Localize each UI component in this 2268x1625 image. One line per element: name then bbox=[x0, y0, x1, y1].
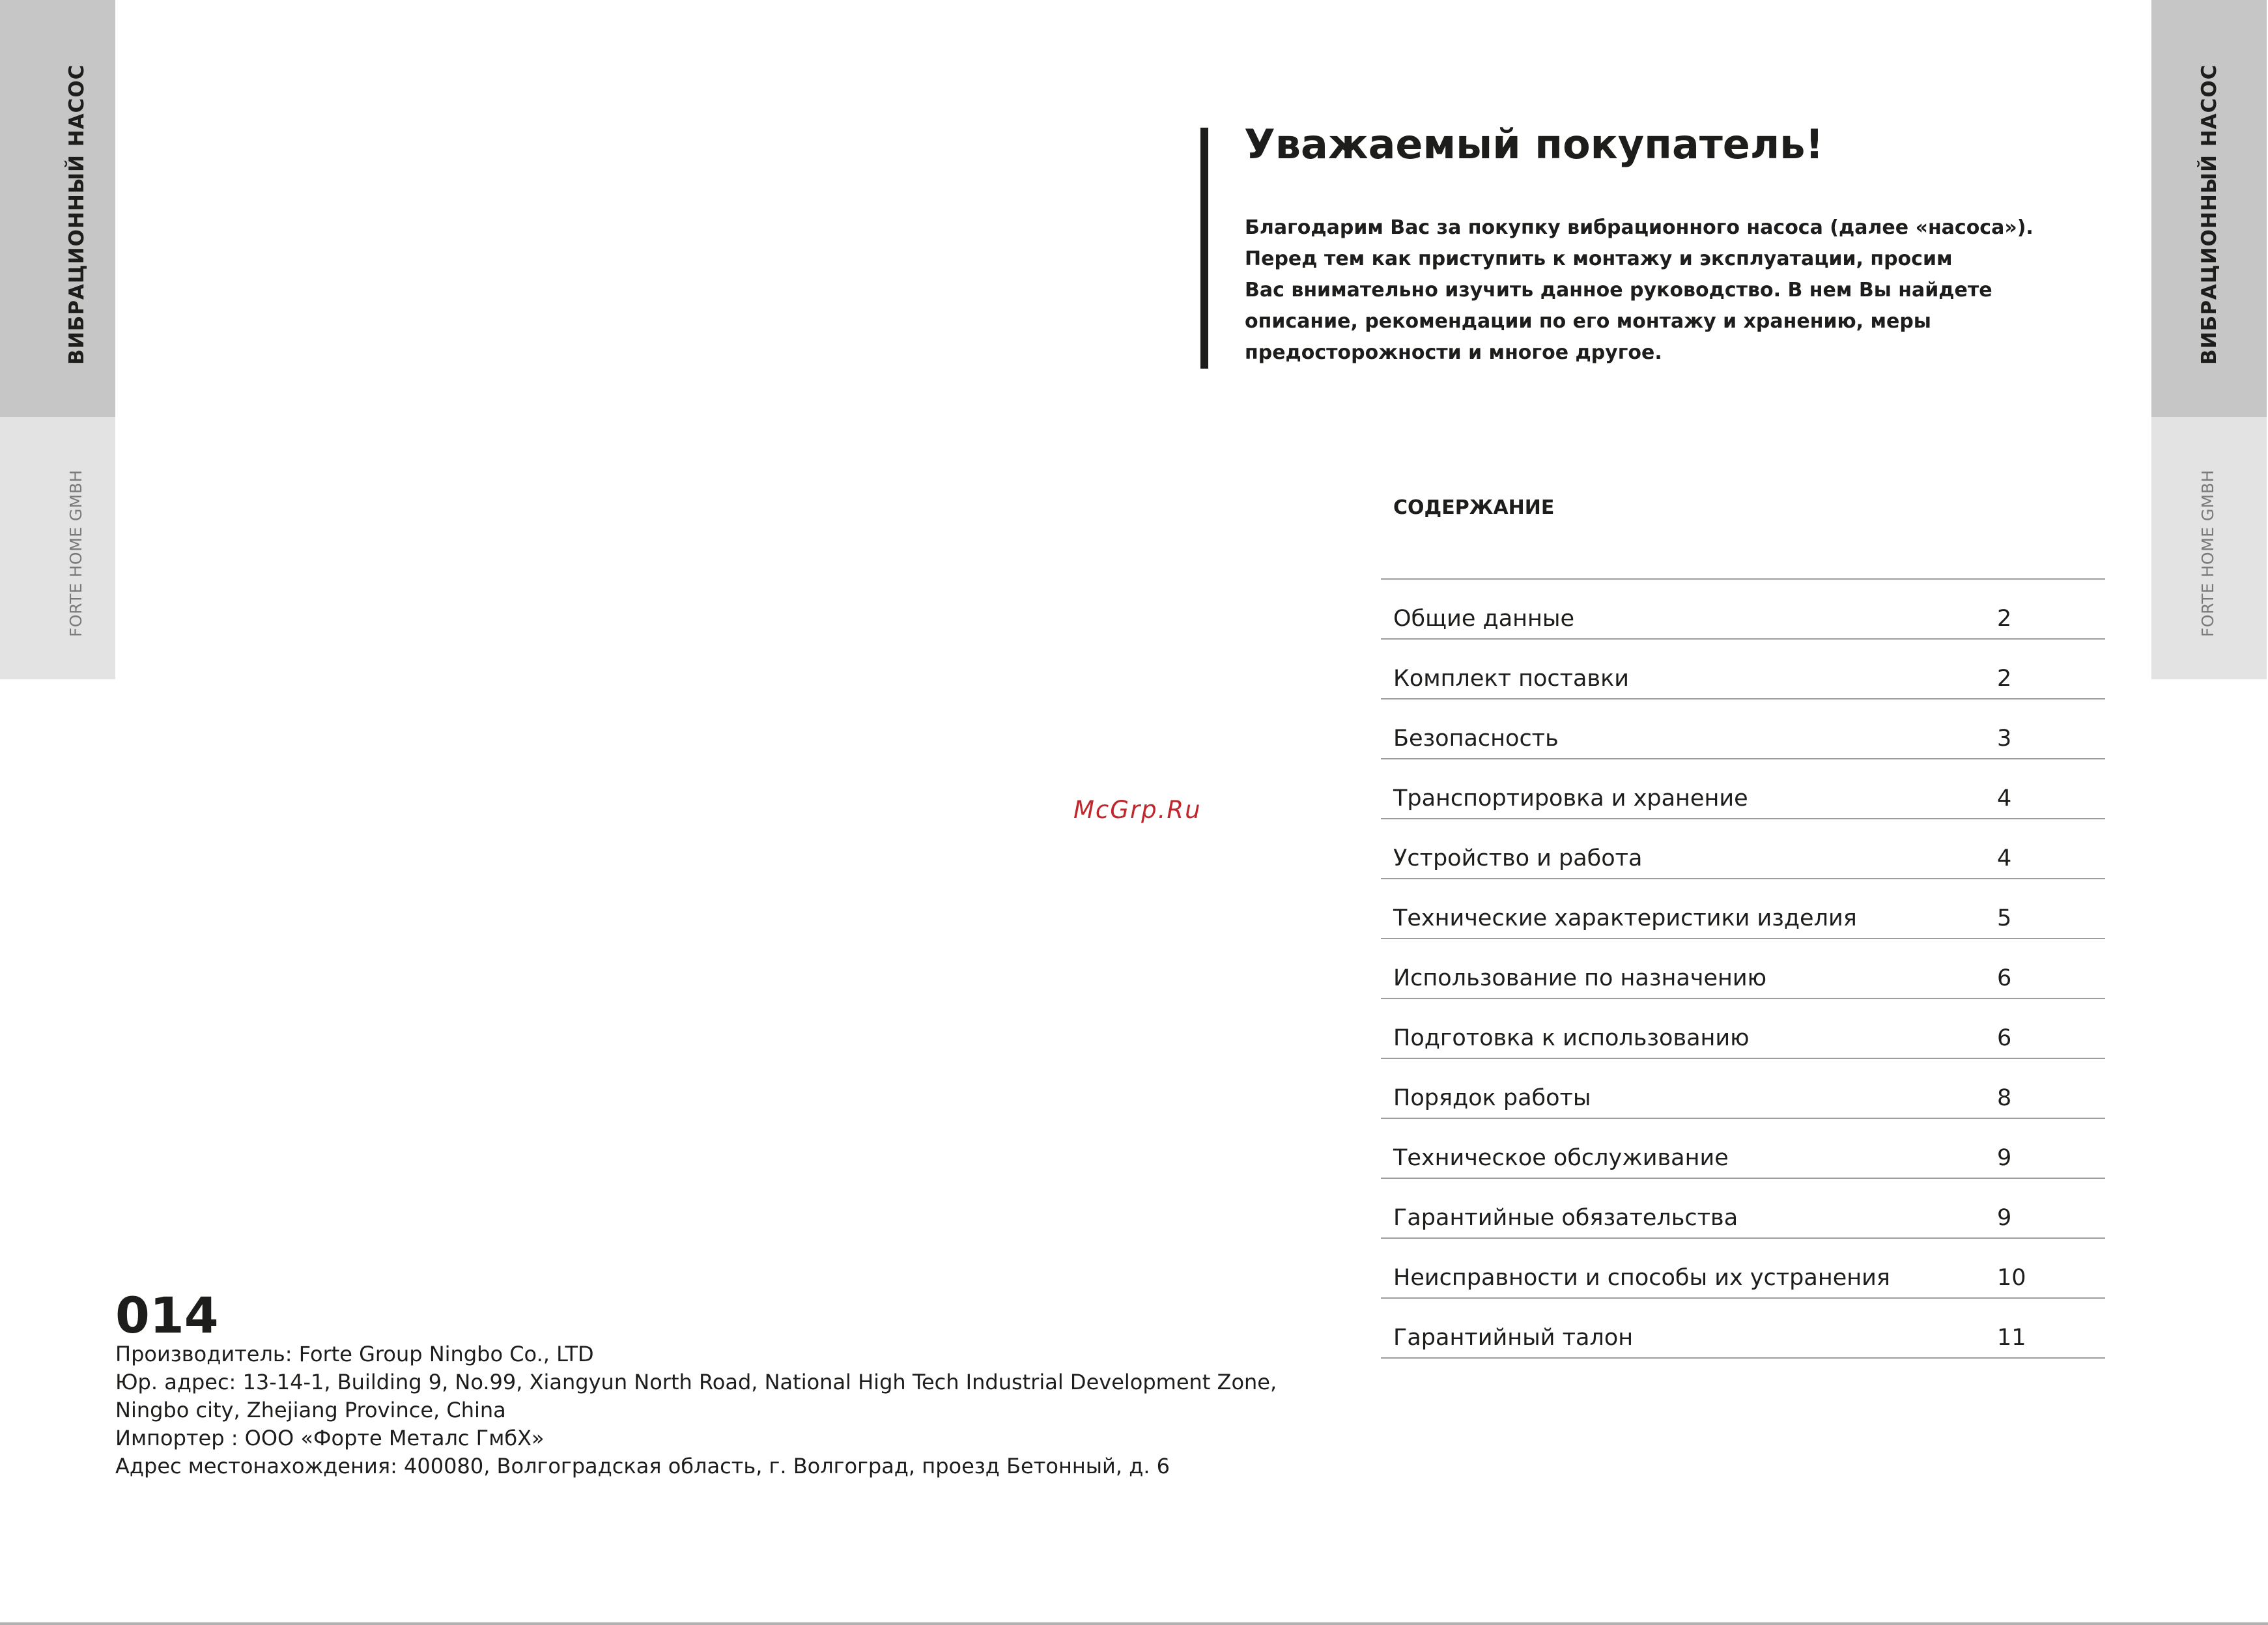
toc-page: 3 bbox=[1997, 726, 2012, 752]
toc-title: Общие данные bbox=[1393, 606, 1575, 632]
manufacturer-line: Ningbo city, Zhejiang Province, China bbox=[115, 1398, 506, 1422]
toc-row[interactable] bbox=[1381, 1299, 2105, 1359]
toc-row[interactable] bbox=[1381, 879, 2105, 939]
toc-page: 4 bbox=[1997, 845, 2012, 871]
side-tab-product-label: ВИБРАЦИОННЫЙ НАСОС bbox=[2198, 64, 2221, 365]
side-tab-dark-block bbox=[0, 0, 115, 417]
toc-row[interactable] bbox=[1381, 939, 2105, 999]
toc-row[interactable] bbox=[1381, 640, 2105, 699]
greeting-line: Благодарим Вас за покупку вибрационного насоса (далее «насоса»). bbox=[1245, 216, 2034, 239]
toc-row[interactable] bbox=[1381, 819, 2105, 879]
greeting-title: Уважаемый покупатель! bbox=[1244, 120, 1824, 168]
toc-title: Транспортировка и хранение bbox=[1393, 785, 1748, 812]
manufacturer-line: Юр. адрес: 13-14-1, Building 9, No.99, Xiangyun North Road, National High Tech Industrial Development Zone, bbox=[115, 1370, 1277, 1394]
manufacturer-line: Адрес местонахождения: 400080, Волгоградская область, г. Волгоград, проезд Бетонный, д. 6 bbox=[115, 1454, 1170, 1478]
side-tab-product-label: ВИБРАЦИОННЫЙ НАСОС bbox=[65, 64, 89, 365]
table-of-contents bbox=[1381, 578, 2105, 1359]
toc-title: Гарантийные обязательства bbox=[1393, 1205, 1738, 1231]
toc-title: Использование по назначению bbox=[1393, 965, 1767, 991]
toc-row[interactable] bbox=[1381, 699, 2105, 759]
greeting-accent-bar bbox=[1200, 128, 1208, 369]
manufacturer-line: Производитель: Forte Group Ningbo Co., LTD bbox=[115, 1342, 594, 1366]
toc-page: 2 bbox=[1997, 606, 2012, 632]
toc-row[interactable] bbox=[1381, 759, 2105, 819]
toc-row[interactable] bbox=[1381, 1239, 2105, 1299]
toc-row[interactable] bbox=[1381, 1059, 2105, 1119]
toc-page: 8 bbox=[1997, 1085, 2012, 1111]
toc-heading: СОДЕРЖАНИЕ bbox=[1393, 496, 1555, 519]
toc-row[interactable] bbox=[1381, 1119, 2105, 1179]
product-code: 014 bbox=[115, 1286, 219, 1344]
toc-title: Неисправности и способы их устранения bbox=[1393, 1265, 1890, 1291]
toc-page: 6 bbox=[1997, 1025, 2012, 1051]
toc-title: Гарантийный талон bbox=[1393, 1325, 1634, 1351]
toc-page: 9 bbox=[1997, 1145, 2012, 1171]
toc-page: 11 bbox=[1997, 1325, 2026, 1351]
toc-title: Техническое обслуживание bbox=[1393, 1145, 1729, 1171]
toc-row[interactable] bbox=[1381, 999, 2105, 1059]
toc-title: Технические характеристики изделия bbox=[1393, 905, 1857, 931]
toc-page: 5 bbox=[1997, 905, 2012, 931]
toc-title: Безопасность bbox=[1393, 726, 1559, 752]
toc-row[interactable] bbox=[1381, 1179, 2105, 1239]
side-tab-light-block bbox=[0, 417, 115, 679]
toc-title: Подготовка к использованию bbox=[1393, 1025, 1750, 1051]
toc-page: 4 bbox=[1997, 785, 2012, 812]
manufacturer-line: Импортер : ООО «Форте Металс ГмбХ» bbox=[115, 1426, 545, 1450]
toc-row[interactable] bbox=[1381, 580, 2105, 640]
side-tab-brand-label: FORTE HOME GMBH bbox=[66, 470, 85, 637]
greeting-line: предосторожности и многое другое. bbox=[1245, 341, 1662, 364]
side-tab-brand-label: FORTE HOME GMBH bbox=[2198, 470, 2217, 637]
greeting-line: Вас внимательно изучить данное руководство. В нем Вы найдете bbox=[1245, 279, 1992, 302]
toc-page: 9 bbox=[1997, 1205, 2012, 1231]
manufacturer-info bbox=[115, 1340, 1277, 1480]
toc-page: 2 bbox=[1997, 666, 2012, 692]
greeting-line: описание, рекомендации по его монтажу и хранению, меры bbox=[1245, 310, 1931, 333]
greeting-paragraph bbox=[1245, 212, 2052, 369]
watermark-text: McGrp.Ru bbox=[1073, 796, 1202, 824]
page-bottom-divider bbox=[0, 1622, 2268, 1625]
toc-title: Порядок работы bbox=[1393, 1085, 1591, 1111]
toc-title: Комплект поставки bbox=[1393, 666, 1629, 692]
toc-page: 6 bbox=[1997, 965, 2012, 991]
toc-page: 10 bbox=[1997, 1265, 2026, 1291]
greeting-line: Перед тем как приступить к монтажу и эксплуатации, просим bbox=[1245, 247, 1953, 270]
toc-title: Устройство и работа bbox=[1393, 845, 1643, 871]
